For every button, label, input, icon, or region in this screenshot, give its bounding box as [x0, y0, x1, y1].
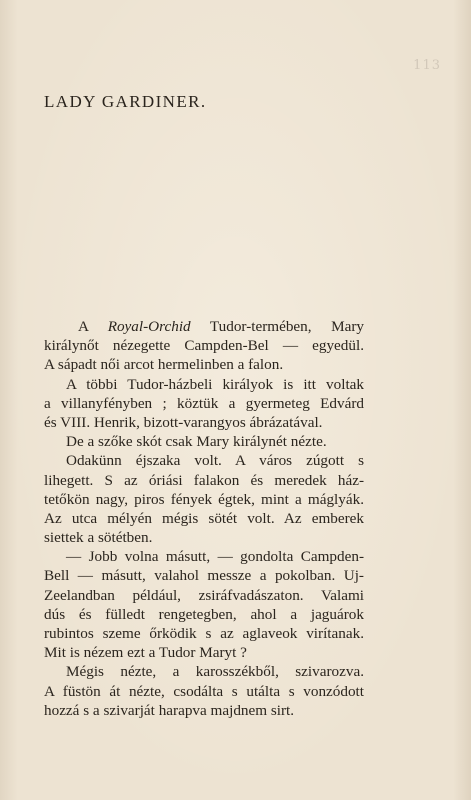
text-line: Zeelandban például, zsiráfvadászaton. Valami: [44, 586, 364, 604]
text-line: rubintos szeme őrködik s az aglaveok virítanak.: [44, 625, 364, 642]
text-line: Mit is nézem ezt a Tudor Maryt ?: [44, 644, 247, 662]
text-line: királynőt nézegette Campden-Bel — egyedül.: [44, 337, 364, 355]
text-fragment: Tudor-termében, Mary: [190, 318, 364, 335]
text-line: De a szőke skót csak Mary királynét nézte.: [66, 433, 327, 451]
text-fragment: A: [78, 318, 108, 335]
text-line: lihegett. S az óriási falakon és meredek ház-: [44, 471, 364, 489]
text-line: A füstön át nézte, csodálta s utálta s vonzódott: [44, 682, 364, 700]
text-line: tetőkön nagy, piros fények égtek, mint a máglyák.: [44, 490, 364, 508]
text-line: Bell — másutt, valahol messze a pokolban. Uj-: [44, 567, 364, 585]
text-line: a villanyfényben ; köztük a gyermeteg Edvárd: [44, 394, 364, 412]
text-line: siettek a sötétben.: [44, 529, 153, 547]
chapter-title: LADY GARDINER.: [44, 92, 207, 111]
text-line: A többi Tudor-házbeli királyok is itt voltak: [66, 375, 364, 393]
text-line: A sápadt női arcot hermelinben a falon.: [44, 356, 284, 374]
text-line: és VIII. Henrik, bizott-varangyos ábrázatával.: [44, 413, 323, 431]
bleed-through-page-number: 113: [413, 58, 441, 73]
text-line: Mégis nézte, a karosszékből, szivarozva.: [66, 663, 364, 681]
text-line: hozzá s a szivarját harapva majdnem sirt.: [44, 701, 295, 719]
body-text: [44, 317, 364, 720]
italic-place-name: Royal-Orchid: [107, 318, 191, 335]
text-line: Az utca mélyén mégis sötét volt. Az emberek: [44, 509, 364, 527]
text-line: [44, 317, 364, 336]
text-line: — Jobb volna másutt, — gondolta Campden-: [66, 548, 364, 566]
text-line: dús és fülledt rengetegben, ahol a jaguárok: [44, 605, 364, 623]
text-line: Odakünn éjszaka volt. A város zúgott s: [66, 452, 364, 470]
